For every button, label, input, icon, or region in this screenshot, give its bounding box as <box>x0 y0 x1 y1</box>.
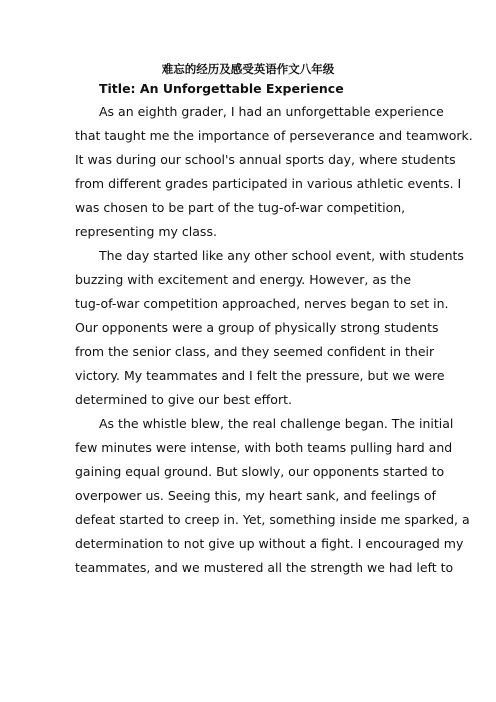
paragraph-3-line-6: determination to not give up without a fight. I encouraged my <box>75 536 464 551</box>
paragraph-3-line-4: overpower us. Seeing this, my heart sank, and feelings of <box>75 488 436 503</box>
paragraph-3-line-1: As the whistle blew, the real challenge began. The initial <box>99 416 454 431</box>
paragraph-2-line-1: The day started like any other school event, with students <box>99 248 464 263</box>
essay-title: Title: An Unforgettable Experience <box>99 81 344 96</box>
paragraph-1-line-2: that taught me the importance of perseverance and teamwork. <box>75 128 473 143</box>
paragraph-2-line-7: determined to give our best effort. <box>75 392 292 407</box>
paragraph-2-line-6: victory. My teammates and I felt the pressure, but we were <box>75 368 445 383</box>
paragraph-3-line-7: teammates, and we mustered all the strength we had left to <box>75 560 454 575</box>
paragraph-1-line-4: from different grades participated in various athletic events. I <box>75 176 462 191</box>
paragraph-1-line-5: was chosen to be part of the tug-of-war competition, <box>75 200 406 215</box>
document-heading: 难忘的经历及感受英语作文八年级 <box>161 62 335 76</box>
paragraph-2-line-5: from the senior class, and they seemed confident in their <box>75 344 435 359</box>
paragraph-1-line-3: It was during our school's annual sports day, where students <box>75 152 456 167</box>
paragraph-3-line-2: few minutes were intense, with both teams pulling hard and <box>75 440 453 455</box>
paragraph-2-line-4: Our opponents were a group of physically strong students <box>75 320 439 335</box>
paragraph-2-line-2: buzzing with excitement and energy. However, as the <box>75 272 412 287</box>
paragraph-3-line-3: gaining equal ground. But slowly, our opponents started to <box>75 464 445 479</box>
paragraph-2-line-3: tug-of-war competition approached, nerves began to set in. <box>75 296 449 311</box>
paragraph-1-line-1: As an eighth grader, I had an unforgettable experience <box>99 104 444 119</box>
paragraph-3-line-5: defeat started to creep in. Yet, something inside me sparked, a <box>75 512 470 527</box>
paragraph-1-line-6: representing my class. <box>75 224 217 239</box>
